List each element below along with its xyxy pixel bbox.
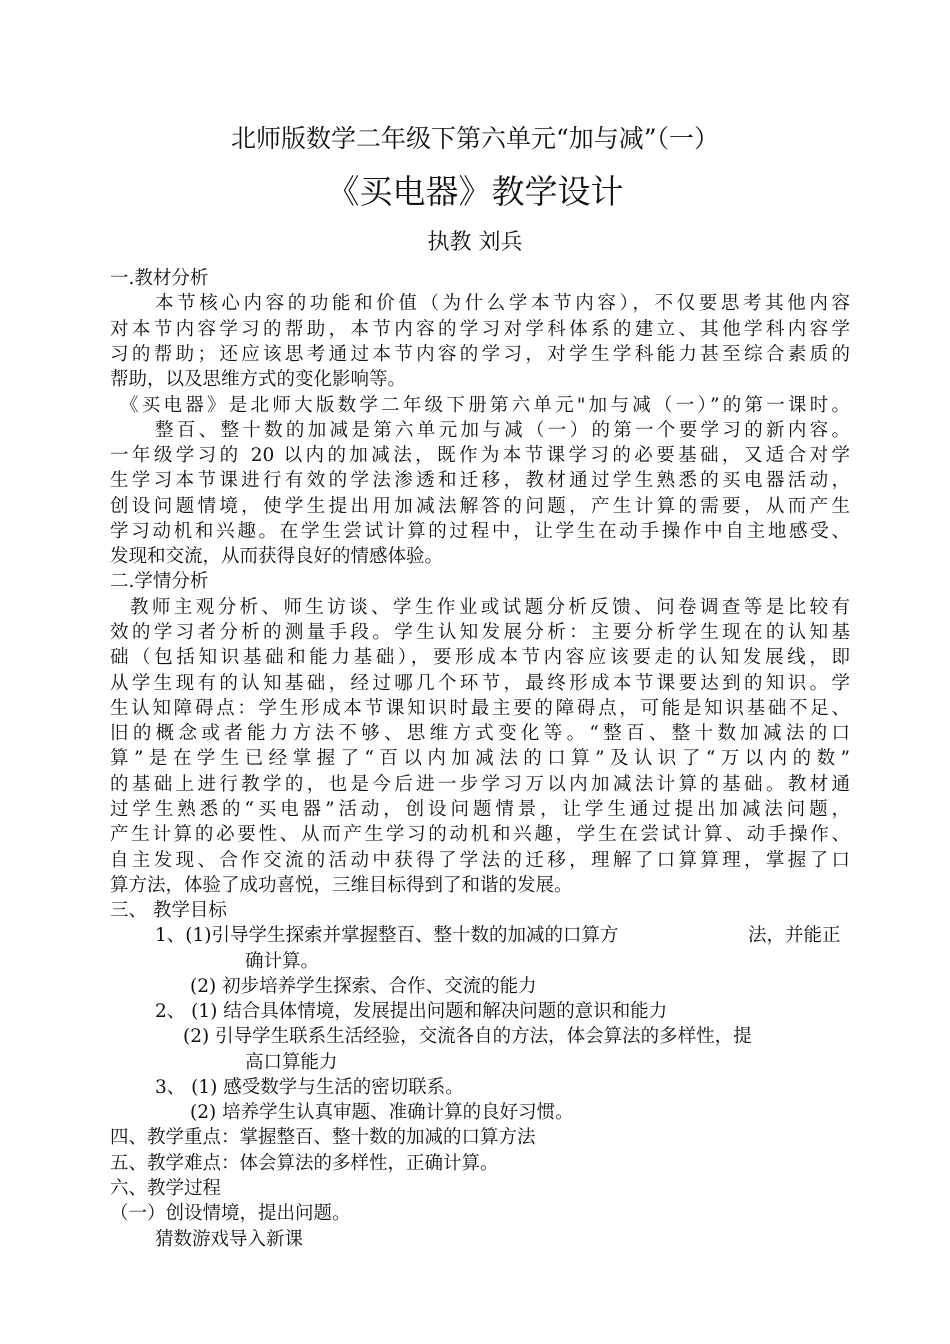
goal-1-1: 1、(1)引导学生探索并掌握整百、整十数的加减的口算方 [155,925,619,946]
document-author: 执教 刘兵 [427,230,523,255]
goal-1-1-wrap: 确计算。 [245,951,320,972]
paragraph-line: 发现和交流，从而获得良好的情感体验。 [110,546,444,567]
paragraph-line: 础（包括知识基础和能力基础），要形成本节内容应该要走的认知发展线，即 [110,647,850,668]
paragraph-line: 《买电器》是北师大版数学二年级下册第六单元"加与减（一）”的第一课时。 [120,395,850,416]
section-heading-textbook-analysis: 一.教材分析 [110,268,209,289]
goal-2-1: 2、 (1) 结合具体情境，发展提出问题和解决问题的意识和能力 [155,1001,668,1022]
paragraph-line: 帮助，以及思维方式的变化影响等。 [110,369,407,390]
paragraph-line: 习的帮助；还应该思考通过本节内容的学习，对学生学科能力甚至综合素质的 [110,344,850,365]
goal-1-1-continued: 法，并能正 [748,925,841,946]
document-title-line1: 北师版数学二年级下第六单元“加与减”（一） [230,124,720,153]
process-step-1-sub: 猜数游戏导入新课 [155,1229,304,1250]
section-heading-learner-analysis: 二.学情分析 [110,571,209,592]
process-step-1: （一）创设情境，提出问题。 [110,1203,351,1224]
section-heading-teaching-goals: 三、 教学目标 [110,900,227,921]
paragraph-line: 从学生现有的认知基础，经过哪几个环节，最终形成本节课要达到的知识。学 [110,673,850,694]
paragraph-line: 过学生熟悉的“买电器”活动，创设问题情景，让学生通过提出加减法问题， [110,799,850,820]
paragraph-line: 对本节内容学习的帮助，本节内容的学习对学科体系的建立、其他学科内容学 [110,319,850,340]
paragraph-line: 算”是在学生已经掌握了“百以内加减法的口算”及认识了“万以内的数” [110,748,850,769]
goal-2-2: (2) 引导学生联系生活经验，交流各自的方法，体会算法的多样性，提 [183,1026,752,1047]
paragraph-line: 一年级学习的 20 以内的加减法，既作为本节课学习的必要基础，又适合对学 [110,445,850,466]
goal-3-2: (2) 培养学生认真审题、准确计算的良好习惯。 [190,1102,574,1123]
paragraph-line: 教师主观分析、师生访谈、学生作业或试题分析反馈、问卷调查等是比较有 [130,597,850,618]
paragraph-line: 效的学习者分析的测量手段。学生认知发展分析：主要分析学生现在的认知基 [110,622,850,643]
section-key-points: 四、教学重点：掌握整百、整十数的加减的口算方法 [110,1127,536,1148]
section-difficulties: 五、教学难点：体会算法的多样性，正确计算。 [110,1153,499,1174]
paragraph-line: 旧的概念或者能力方法不够、思维方式变化等。“整百、整十数加减法的口 [110,723,850,744]
paragraph-line: 自主发现、合作交流的活动中获得了学法的迁移，理解了口算算理，掌握了口 [110,850,850,871]
paragraph-line: 生认知障碍点：学生形成本节课知识时最主要的障碍点，可能是知识基础不足、 [110,698,850,719]
section-heading-teaching-process: 六、教学过程 [110,1178,222,1199]
paragraph-line: 创设问题情境，使学生提出用加减法解答的问题，产生计算的需要，从而产生 [110,496,850,517]
paragraph-line: 产生计算的必要性、从而产生学习的动机和兴趣，学生在尝试计算、动手操作、 [110,824,850,845]
paragraph-line: 的基础上进行教学的，也是今后进一步学习万以内加减法计算的基础。教材通 [110,774,850,795]
goal-3-1: 3、 (1) 感受数学与生活的密切联系。 [155,1077,464,1098]
paragraph-line: 生学习本节课进行有效的学法渗透和迁移，教材通过学生熟悉的买电器活动， [110,470,850,491]
paragraph-line: 整百、整十数的加减是第六单元加与减（一）的第一个要学习的新内容。 [155,420,850,441]
paragraph-line: 学习动机和兴趣。在学生尝试计算的过程中，让学生在动手操作中自主地感受、 [110,521,850,542]
paragraph-line: 算方法，体验了成功喜悦，三维目标得到了和谐的发展。 [110,875,573,896]
goal-1-2: (2) 初步培养学生探索、合作、交流的能力 [190,976,537,997]
document-title-line2: 《买电器》教学设计 [326,172,624,211]
goal-2-2-wrap: 高口算能力 [245,1052,338,1073]
paragraph-line: 本节核心内容的功能和价值（为什么学本节内容），不仅要思考其他内容 [155,293,850,314]
